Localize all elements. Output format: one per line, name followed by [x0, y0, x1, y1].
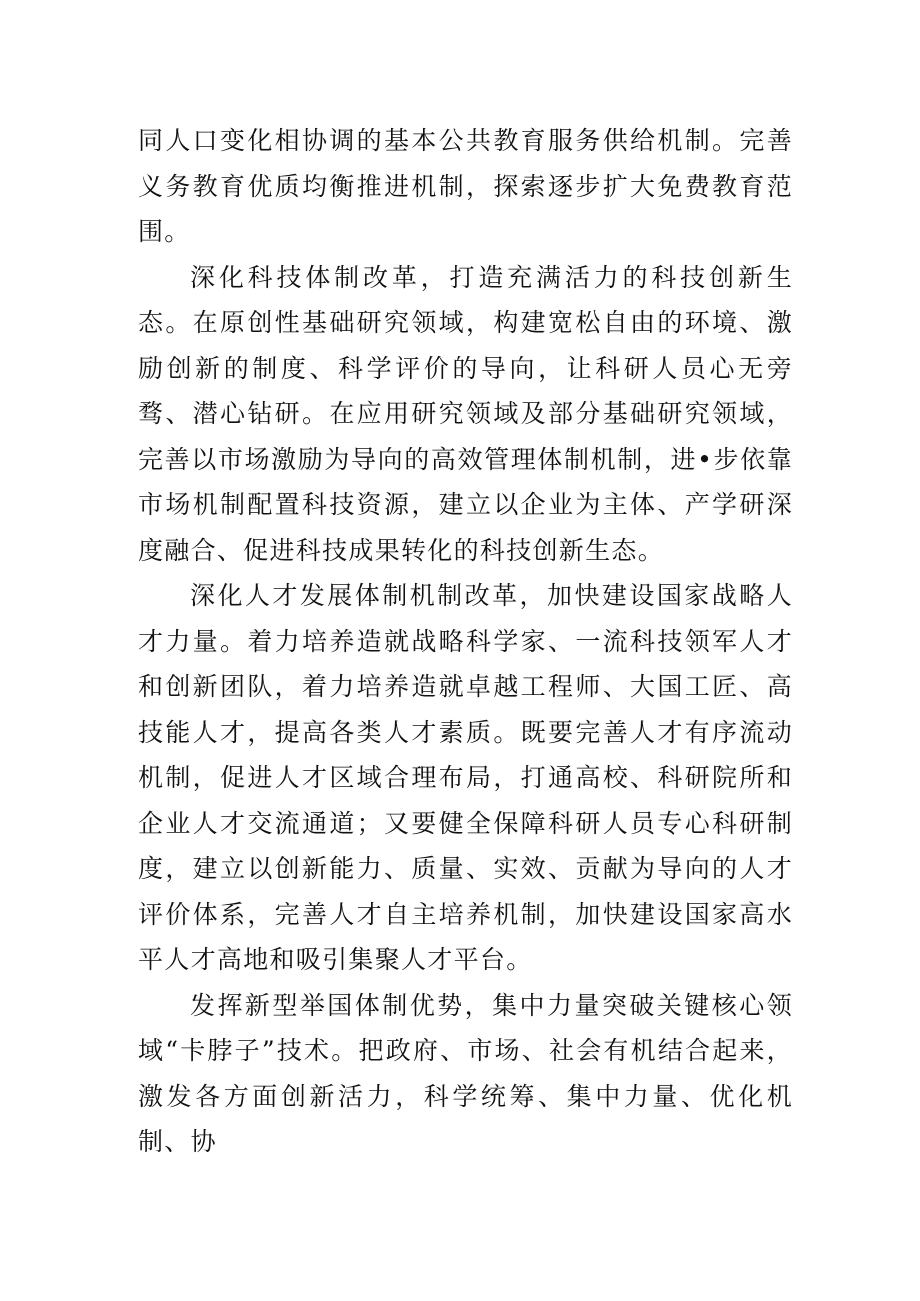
paragraph-national-system: 发挥新型举国体制优势，集中力量突破关键核心领域“卡脖子”技术。把政府、市场、社会有机结合起来，激发各方面创新活力，科学统筹、集中力量、优化机制、协: [138, 990, 793, 1156]
paragraph-tech-reform: 深化科技体制改革，打造充满活力的科技创新生态。在原创性基础研究领域，构建宽松自由的环境、激励创新的制度、科学评价的导向，让科研人员心无旁骛、潜心钻研。在应用研究领域及部分基础研究领域，完善以市场激励为导向的高效管理体制机制，进•步依靠市场机制配置科技资源，建立以企业为主体、产学研深度融合、促进科技成果转化的科技创新生态。: [138, 262, 793, 565]
paragraph-continued: 同人口变化相协调的基本公共教育服务供给机制。完善义务教育优质均衡推进机制，探索逐步扩大免费教育范围。: [138, 126, 793, 246]
document-body: [138, 118, 793, 1165]
paragraph-talent-reform: 深化人才发展体制机制改革，加快建设国家战略人才力量。着力培养造就战略科学家、一流科技领军人才和创新团队，着力培养造就卓越工程师、大国工匠、高技能人才，提高各类人才素质。既要完善人才有序流动机制，促进人才区域合理布局，打通高校、科研院所和企业人才交流通道；又要健全保障科研人员专心科研制度，建立以创新能力、质量、实效、贡献为导向的人才评价体系，完善人才自主培养机制，加快建设国家高水平人才高地和吸引集聚人才平台。: [138, 581, 793, 974]
